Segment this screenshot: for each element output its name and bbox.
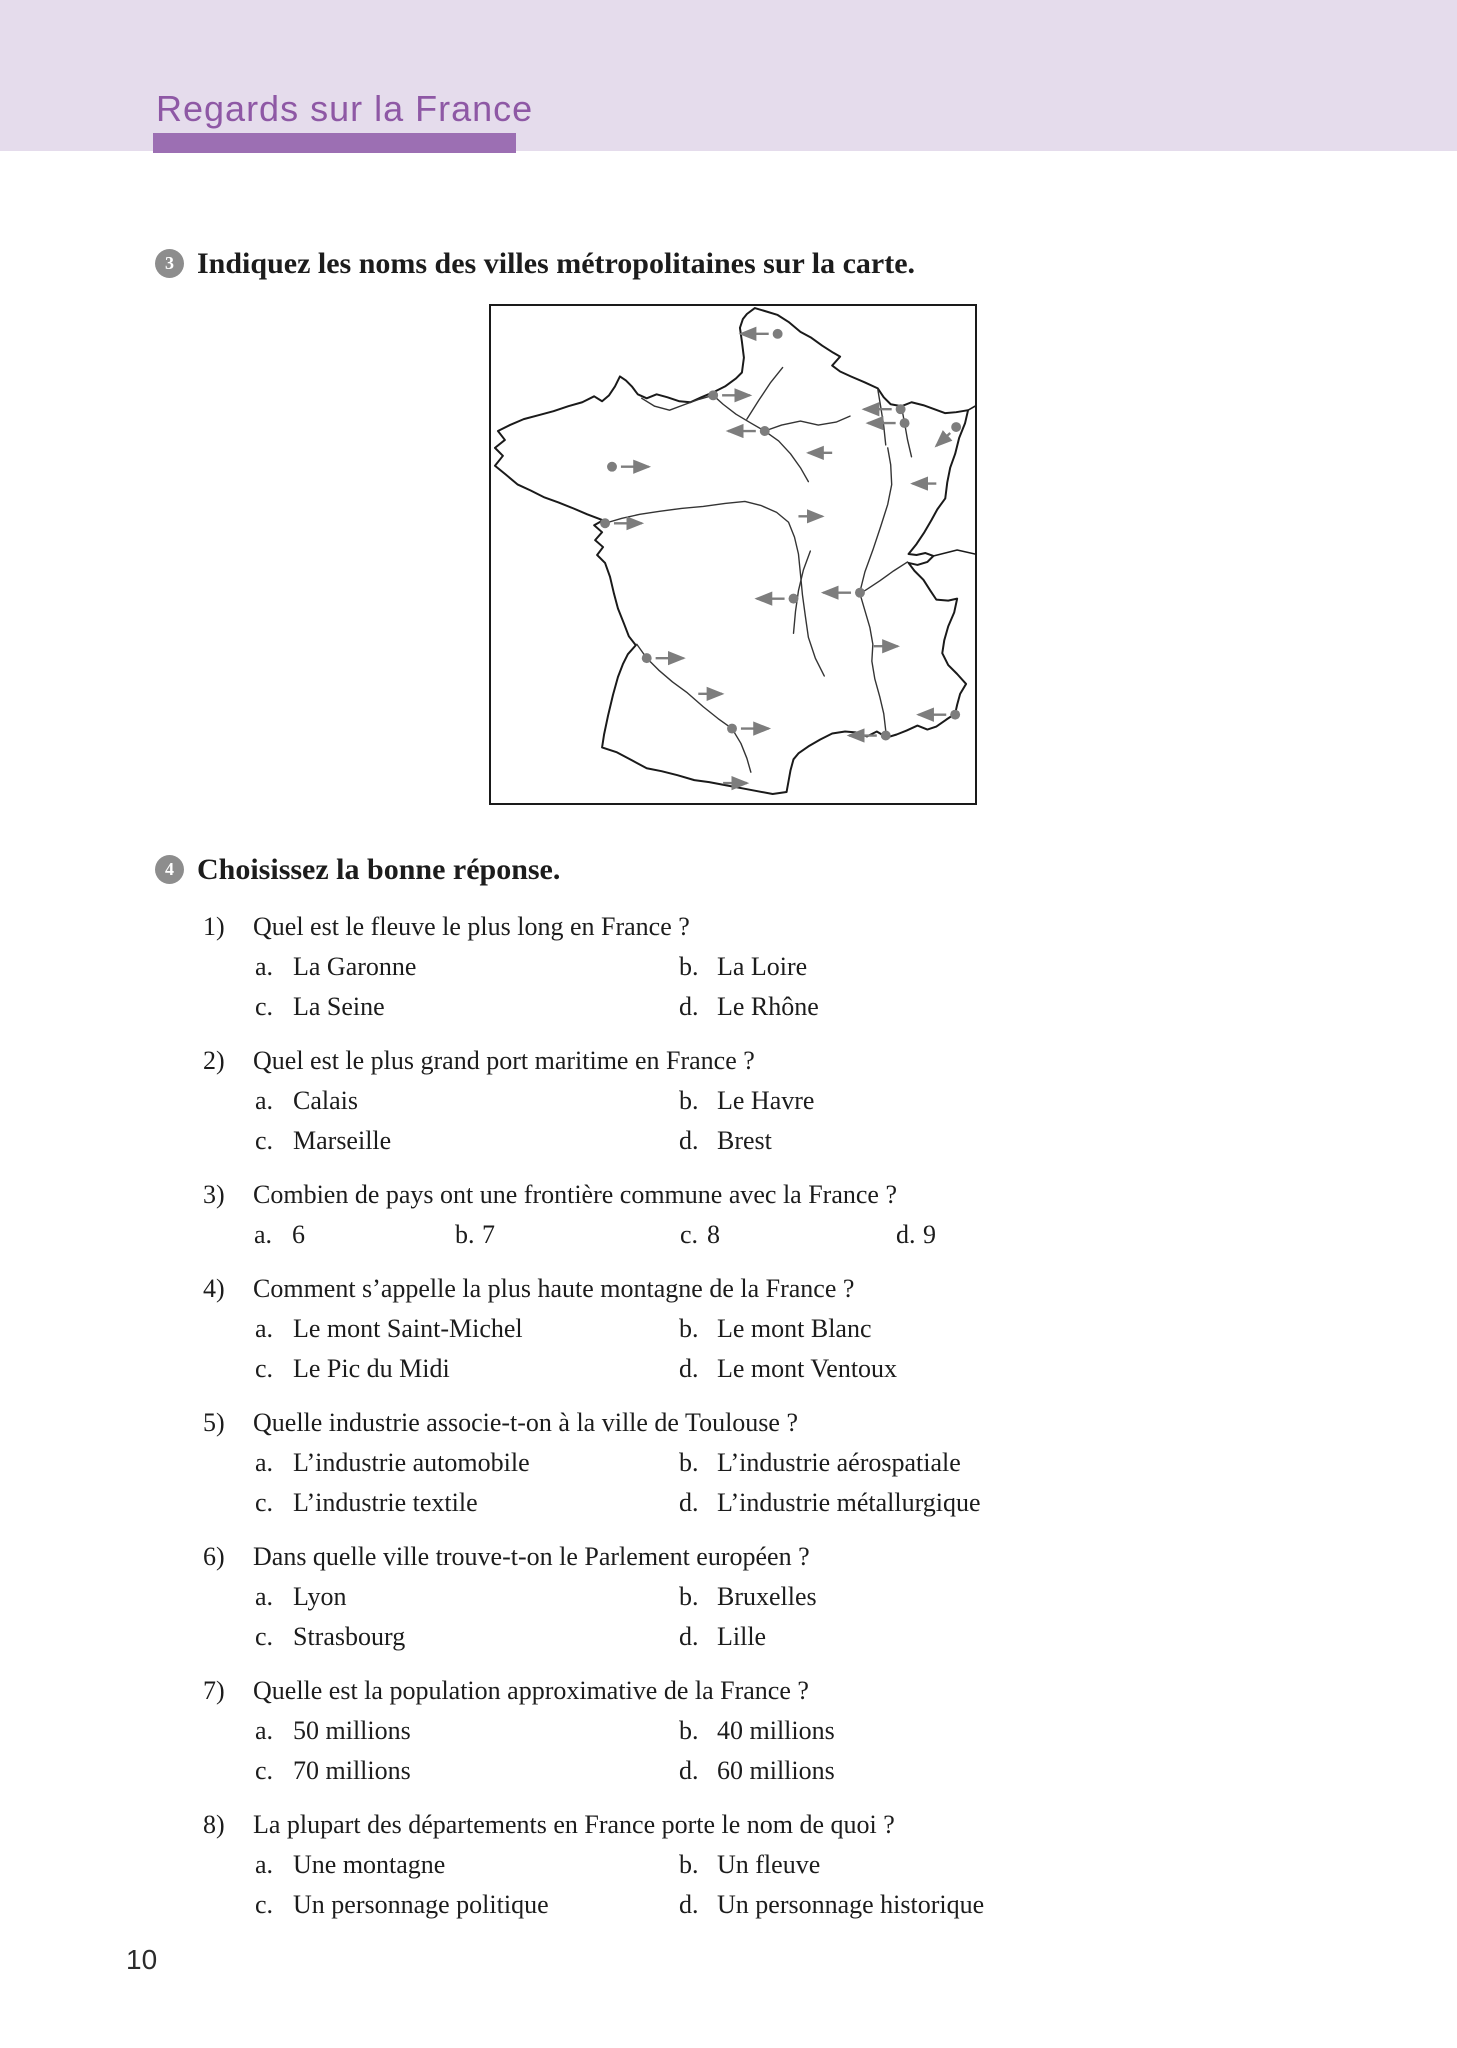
option-text: Strasbourg: [293, 1622, 406, 1651]
answer-option: [255, 1081, 358, 1121]
answer-option: [255, 987, 385, 1027]
question-line: [0, 1041, 1457, 1081]
option-letter: c.: [255, 1756, 274, 1785]
option-text: 60 millions: [717, 1756, 835, 1785]
exercise4-title: Choisissez la bonne réponse.: [197, 853, 561, 886]
option-letter: b.: [679, 1716, 699, 1745]
exercise3-title: Indiquez les noms des villes métropolitaines sur la carte.: [197, 247, 916, 280]
map-marker: [868, 418, 910, 428]
answer-option: [255, 1751, 411, 1791]
answer-option: [679, 1577, 817, 1617]
title-underline-bar: [153, 133, 516, 153]
answer-option: [255, 1349, 450, 1389]
option-letter: c.: [255, 1622, 274, 1651]
option-text: Le mont Ventoux: [717, 1354, 898, 1383]
option-text: 6: [292, 1220, 305, 1249]
map-marker: [918, 710, 960, 720]
label-arrow: [936, 433, 950, 446]
question-number: 4): [203, 1274, 225, 1303]
option-letter: c.: [255, 1126, 274, 1155]
question-line: [0, 1269, 1457, 1309]
map-marker: [607, 462, 649, 472]
option-text: Lille: [717, 1622, 767, 1651]
answer-option: [255, 1617, 405, 1657]
option-row: [0, 1617, 1457, 1657]
answer-option: [255, 947, 416, 987]
option-text: L’industrie aérospatiale: [717, 1448, 961, 1477]
answer-option: [679, 1081, 814, 1121]
option-row: [0, 1845, 1457, 1885]
option-text: 70 millions: [293, 1756, 411, 1785]
page-title: Regards sur la France: [156, 88, 534, 129]
answer-option: [679, 1617, 766, 1657]
option-row: [0, 1081, 1457, 1121]
question: [0, 1175, 1457, 1255]
question-line: [0, 907, 1457, 947]
map-marker: [600, 518, 642, 528]
option-letter: d.: [896, 1220, 916, 1249]
option-text: La Loire: [717, 952, 808, 981]
question-number: 3): [203, 1180, 225, 1209]
option-letter: d.: [679, 1488, 699, 1517]
city-dot: [951, 422, 961, 432]
question-number: 6): [203, 1542, 225, 1571]
question-text: Combien de pays ont une frontière commune avec la France ?: [253, 1180, 897, 1209]
question: [0, 1805, 1457, 1925]
city-dot: [881, 731, 891, 741]
option-row: [0, 1483, 1457, 1523]
option-letter: c.: [255, 992, 274, 1021]
answer-option: [255, 1885, 549, 1925]
option-letter: a.: [255, 1314, 274, 1343]
question-line: [0, 1537, 1457, 1577]
option-letter: d.: [679, 1756, 699, 1785]
question: [0, 1403, 1457, 1523]
question-text: Quelle est la population approximative de la France ?: [253, 1676, 809, 1705]
answer-option: [255, 1845, 445, 1885]
answer-option: [679, 1121, 772, 1161]
question-text: Quel est le plus grand port maritime en France ?: [253, 1046, 755, 1075]
france-map: [489, 304, 977, 805]
option-letter: c.: [255, 1890, 274, 1919]
option-letter: b.: [679, 952, 699, 981]
city-dot: [642, 653, 652, 663]
city-dot: [760, 426, 770, 436]
option-row: [0, 1443, 1457, 1483]
city-dot: [607, 462, 617, 472]
answer-option: [679, 1751, 835, 1791]
option-text: 9: [923, 1220, 936, 1249]
question-line: [0, 1175, 1457, 1215]
map-marker: [727, 724, 769, 734]
question-number: 8): [203, 1810, 225, 1839]
option-text: L’industrie automobile: [293, 1448, 530, 1477]
map-marker: [728, 426, 770, 436]
question: [0, 1537, 1457, 1657]
city-dot: [950, 710, 960, 720]
option-letter: b.: [455, 1220, 475, 1249]
answer-option: [679, 1483, 981, 1523]
city-markers: [600, 329, 961, 783]
option-text: Calais: [293, 1086, 358, 1115]
option-text: Le Pic du Midi: [293, 1354, 450, 1383]
option-text: Brest: [717, 1126, 772, 1155]
city-dot: [708, 390, 718, 400]
city-dot: [727, 724, 737, 734]
question: [0, 907, 1457, 1027]
city-dot: [600, 518, 610, 528]
option-row: [0, 1577, 1457, 1617]
question-number: 5): [203, 1408, 225, 1437]
question-text: Comment s’appelle la plus haute montagne de la France ?: [253, 1274, 855, 1303]
option-text: Le Rhône: [717, 992, 819, 1021]
option-row: [0, 1215, 1457, 1255]
answer-option: [679, 1845, 820, 1885]
option-letter: b.: [679, 1086, 699, 1115]
option-text: La Seine: [293, 992, 385, 1021]
question-number: 7): [203, 1676, 225, 1705]
option-text: Le Havre: [717, 1086, 815, 1115]
answer-option: [255, 1577, 346, 1617]
question-number: 2): [203, 1046, 225, 1075]
answer-option: [255, 1443, 530, 1483]
option-text: Le mont Blanc: [717, 1314, 872, 1343]
map-marker: [823, 588, 865, 598]
city-dot: [900, 418, 910, 428]
map-marker: [864, 404, 906, 414]
question: [0, 1269, 1457, 1389]
option-letter: b.: [679, 1582, 699, 1611]
question-line: [0, 1805, 1457, 1845]
answer-option: [254, 1215, 305, 1255]
option-row: [0, 987, 1457, 1027]
map-marker: [642, 653, 684, 663]
answer-option: [679, 1885, 984, 1925]
answer-option: [255, 1309, 523, 1349]
question-text: La plupart des départements en France porte le nom de quoi ?: [253, 1810, 895, 1839]
option-letter: c.: [255, 1354, 274, 1383]
option-letter: d.: [679, 1126, 699, 1155]
answer-option: [255, 1483, 478, 1523]
option-row: [0, 1885, 1457, 1925]
question-text: Dans quelle ville trouve-t-on le Parlement européen ?: [253, 1542, 810, 1571]
option-text: Lyon: [293, 1582, 347, 1611]
option-text: Une montagne: [293, 1850, 446, 1879]
option-row: [0, 947, 1457, 987]
option-letter: d.: [679, 1622, 699, 1651]
option-letter: c.: [680, 1220, 699, 1249]
france-outline: [495, 308, 975, 794]
map-marker: [757, 594, 799, 604]
option-row: [0, 1751, 1457, 1791]
option-letter: b.: [679, 1850, 699, 1879]
option-text: 8: [707, 1220, 720, 1249]
answer-option: [679, 1349, 897, 1389]
answer-option: [679, 1443, 961, 1483]
answer-option: [679, 947, 807, 987]
map-marker: [741, 329, 783, 339]
option-letter: b.: [679, 1314, 699, 1343]
city-dot: [896, 404, 906, 414]
option-row: [0, 1309, 1457, 1349]
answer-option: [680, 1215, 720, 1255]
option-text: Bruxelles: [717, 1582, 817, 1611]
option-row: [0, 1349, 1457, 1389]
option-letter: a.: [255, 1086, 274, 1115]
answer-option: [679, 1711, 835, 1751]
option-letter: d.: [679, 1354, 699, 1383]
option-text: Un fleuve: [717, 1850, 821, 1879]
map-marker: [708, 390, 750, 400]
question-line: [0, 1403, 1457, 1443]
question-text: Quelle industrie associe-t-on à la ville de Toulouse ?: [253, 1408, 798, 1437]
option-text: Un personnage historique: [717, 1890, 985, 1919]
question: [0, 1041, 1457, 1161]
city-dot: [789, 594, 799, 604]
option-letter: a.: [255, 1582, 274, 1611]
answer-option: [255, 1711, 411, 1751]
answer-option: [896, 1215, 936, 1255]
answer-option: [455, 1215, 495, 1255]
option-text: Un personnage politique: [293, 1890, 549, 1919]
answer-option: [255, 1121, 391, 1161]
option-letter: a.: [255, 1850, 274, 1879]
question-list: [0, 907, 1457, 1939]
option-text: 40 millions: [717, 1716, 835, 1745]
page-number: 10: [126, 1944, 158, 1975]
option-text: 7: [482, 1220, 495, 1249]
option-letter: d.: [679, 1890, 699, 1919]
city-dot: [855, 588, 865, 598]
question-number: 1): [203, 912, 225, 941]
option-letter: a.: [255, 952, 274, 981]
answer-option: [679, 1309, 872, 1349]
option-text: 50 millions: [293, 1716, 411, 1745]
option-text: L’industrie métallurgique: [717, 1488, 981, 1517]
answer-option: [679, 987, 819, 1027]
option-letter: c.: [255, 1488, 274, 1517]
option-letter: a.: [254, 1220, 273, 1249]
question: [0, 1671, 1457, 1791]
option-row: [0, 1711, 1457, 1751]
rivers: [605, 368, 911, 773]
option-text: L’industrie textile: [293, 1488, 478, 1517]
question-line: [0, 1671, 1457, 1711]
option-text: Le mont Saint-Michel: [293, 1314, 523, 1343]
exercise3-heading: [155, 245, 915, 283]
option-letter: a.: [255, 1716, 274, 1745]
option-letter: b.: [679, 1448, 699, 1477]
exercise3-number-badge: 3: [155, 249, 184, 278]
option-text: La Garonne: [293, 952, 417, 981]
city-dot: [773, 329, 783, 339]
option-letter: a.: [255, 1448, 274, 1477]
option-letter: d.: [679, 992, 699, 1021]
exercise4-number-badge: 4: [155, 855, 184, 884]
question-text: Quel est le fleuve le plus long en France ?: [253, 912, 690, 941]
exercise4-heading: [155, 851, 560, 889]
option-text: Marseille: [293, 1126, 392, 1155]
option-row: [0, 1121, 1457, 1161]
